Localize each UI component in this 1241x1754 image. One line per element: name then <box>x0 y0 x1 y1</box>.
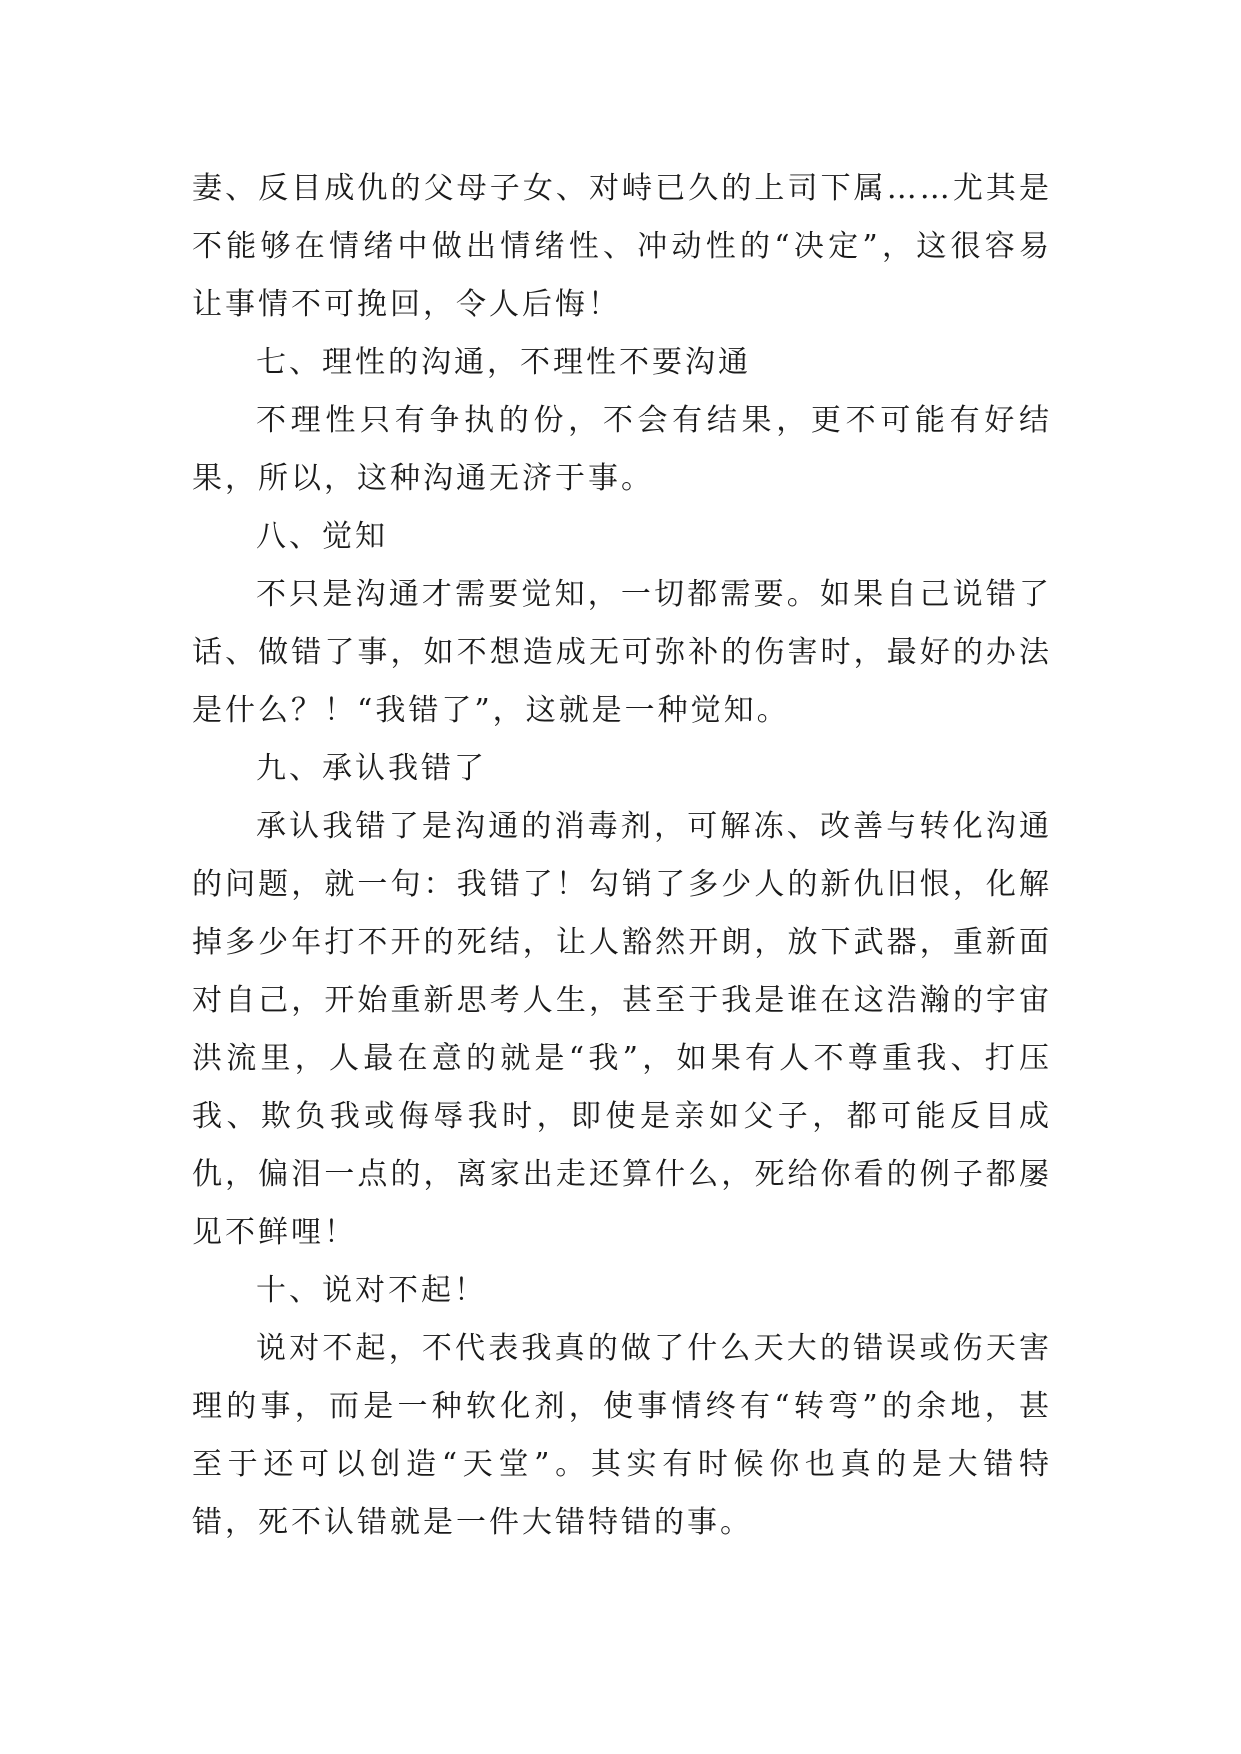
section-heading-seven: 七、理性的沟通，不理性不要沟通 <box>256 345 751 380</box>
paragraph-nine: 承认我错了是沟通的消毒剂，可解冻、改善与转化沟通的问题，就一句：我错了！勾销了多少人的新仇旧恨，化解掉多少年打不开的死结，让人豁然开朗，放下武器，重新面对自己，开始重新思考人生，甚至于我是谁在这浩瀚的宇宙洪流里，人最在意的就是“我”，如果有人不尊重我、打压我、欺负我或侮辱我时，即使是亲如父子，都可能反目成仇，偏泪一点的，离家出走还算什么，死给你看的例子都屡见不鲜哩！ <box>192 809 1052 1250</box>
paragraph-eight: 不只是沟通才需要觉知，一切都需要。如果自己说错了话、做错了事，如不想造成无可弥补的伤害时，最好的办法是什么？！“我错了”，这就是一种觉知。 <box>192 577 1052 728</box>
section-heading-ten: 十、说对不起！ <box>256 1273 487 1308</box>
paragraph-seven: 不理性只有争执的份，不会有结果，更不可能有好结果，所以，这种沟通无济于事。 <box>192 403 1052 496</box>
document-body <box>192 160 1052 1552</box>
paragraph-continuation: 妻、反目成仇的父母子女、对峙已久的上司下属……尤其是不能够在情绪中做出情绪性、冲动性的“决定”，这很容易让事情不可挽回，令人后悔！ <box>192 171 1052 322</box>
paragraph-ten: 说对不起，不代表我真的做了什么天大的错误或伤天害理的事，而是一种软化剂，使事情终有“转弯”的余地，甚至于还可以创造“天堂”。其实有时候你也真的是大错特错，死不认错就是一件大错特错的事。 <box>192 1331 1052 1540</box>
section-heading-nine: 九、承认我错了 <box>256 751 487 786</box>
section-heading-eight: 八、觉知 <box>256 519 388 554</box>
